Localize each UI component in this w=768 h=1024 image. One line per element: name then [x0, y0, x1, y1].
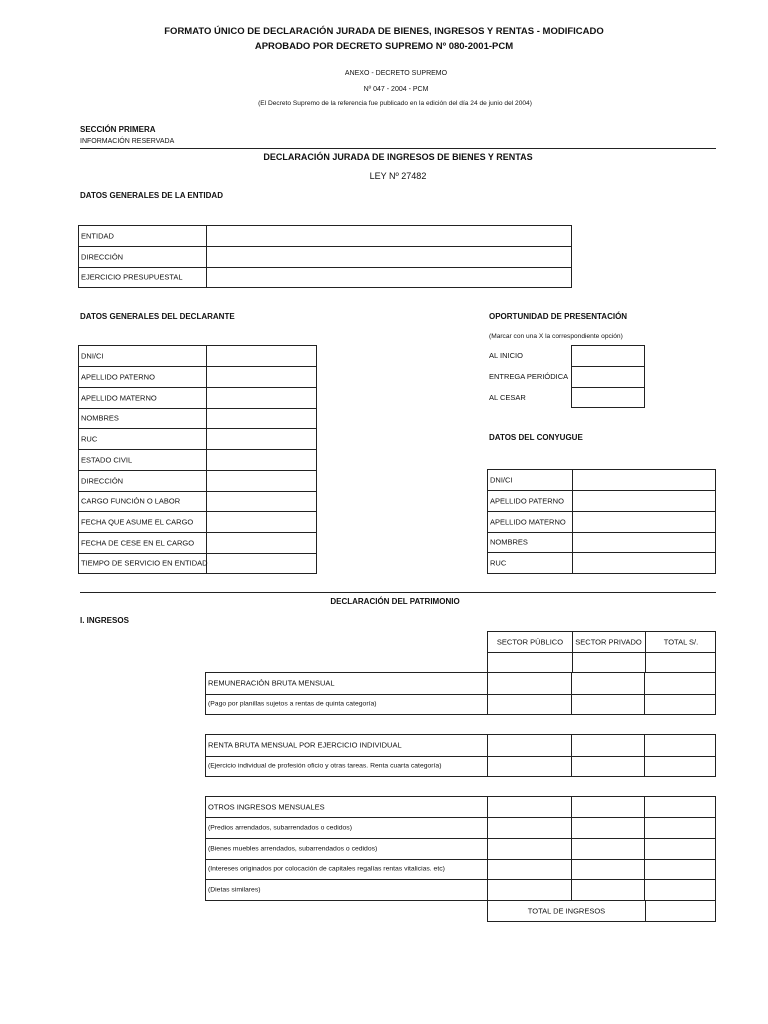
cargo-label: CARGO FUNCIÓN O LABOR — [81, 496, 181, 506]
total-header: TOTAL S/. — [663, 637, 699, 647]
remuneracion-block — [205, 672, 716, 715]
renta-note: (Ejercicio individual de profesión oficio y otras tareas. Renta cuarta categoría) — [208, 762, 442, 770]
entrega-periodica-label: ENTREGA PERIÓDICA — [489, 372, 569, 381]
decree-number: Nº 047 - 2004 - PCM — [363, 86, 429, 93]
form-title: DECLARACIÓN JURADA DE INGRESOS DE BIENES Y RENTAS — [263, 152, 533, 162]
law-number: LEY Nº 27482 — [369, 171, 427, 181]
conyugue-title: DATOS DEL CONYUGUE — [489, 433, 583, 442]
al-inicio-checkbox[interactable] — [572, 346, 644, 366]
conyugue-dni-label: DNI/CI — [490, 475, 513, 485]
estado-civil-label: ESTADO CIVIL — [81, 455, 133, 465]
total-ingresos-input[interactable] — [646, 901, 715, 921]
ejercicio-input[interactable] — [207, 268, 571, 288]
predios-note: (Predios arrendados, subarrendados o cedidos) — [208, 824, 352, 832]
intereses-note: (Intereses originados por colocación de capitales regalías rentas vitalicias. etc) — [208, 865, 445, 873]
entidad-input[interactable] — [207, 226, 571, 246]
bienes-muebles-note: (Bienes muebles arrendados, subarrendados o cedidos) — [208, 845, 378, 853]
ruc-label: RUC — [81, 434, 98, 444]
oportunidad-checkbox-column — [571, 345, 645, 408]
dietas-note: (Dietas similares) — [208, 886, 261, 894]
direccion-label: DIRECCIÓN — [81, 252, 124, 262]
entidad-table — [78, 225, 572, 288]
sector-privado-header: SECTOR PRIVADO — [575, 637, 642, 647]
renta-block — [205, 734, 716, 777]
section-primera-title: SECCIÓN PRIMERA — [80, 125, 156, 134]
direccion-input[interactable] — [207, 247, 571, 267]
document-title: FORMATO ÚNICO DE DECLARACIÓN JURADA DE BIENES, INGRESOS Y RENTAS - MODIFICADO — [164, 26, 604, 37]
conyugue-table — [487, 469, 716, 574]
fecha-asume-label: FECHA QUE ASUME EL CARGO — [81, 517, 194, 527]
renta-label: RENTA BRUTA MENSUAL POR EJERCICIO INDIVIDUAL — [208, 740, 402, 750]
total-ingresos-row — [487, 900, 716, 922]
apellido-materno-label: APELLIDO MATERNO — [81, 393, 157, 403]
remuneracion-note: (Pago por planillas sujetos a rentas de quinta categoría) — [208, 700, 377, 708]
total-ingresos-label: TOTAL DE INGRESOS — [527, 906, 606, 916]
al-cesar-checkbox[interactable] — [572, 388, 644, 408]
patrimonio-title: DECLARACIÓN DEL PATRIMONIO — [330, 597, 460, 606]
otros-ingresos-block — [205, 796, 716, 901]
section-divider — [80, 148, 716, 149]
remuneracion-label: REMUNERACIÓN BRUTA MENSUAL — [208, 678, 335, 688]
conyugue-apellido-paterno-label: APELLIDO PATERNO — [490, 496, 564, 506]
sector-publico-header: SECTOR PÚBLICO — [496, 637, 564, 647]
ingresos-header — [487, 631, 716, 673]
patrimonio-divider — [80, 592, 716, 593]
al-inicio-label: AL INICIO — [489, 351, 523, 360]
entidad-title: DATOS GENERALES DE LA ENTIDAD — [80, 191, 223, 200]
ingresos-title: I. INGRESOS — [80, 616, 129, 625]
decree-note: (El Decreto Supremo de la referencia fue publicado en la edición del día 24 de junio del 2004) — [258, 100, 532, 107]
otros-ingresos-label: OTROS INGRESOS MENSUALES — [208, 802, 325, 812]
apellido-paterno-label: APELLIDO PATERNO — [81, 372, 155, 382]
dni-label: DNI/CI — [81, 351, 104, 361]
declarante-table — [78, 345, 317, 574]
entidad-label: ENTIDAD — [81, 231, 114, 241]
declarante-title: DATOS GENERALES DEL DECLARANTE — [80, 312, 235, 321]
conyugue-nombres-label: NOMBRES — [490, 537, 528, 547]
anexo-label: ANEXO - DECRETO SUPREMO — [344, 70, 448, 77]
conyugue-apellido-materno-label: APELLIDO MATERNO — [490, 517, 566, 527]
document-subtitle: APROBADO POR DECRETO SUPREMO Nº 080-2001-PCM — [254, 41, 514, 52]
fecha-cese-label: FECHA DE CESE EN EL CARGO — [81, 538, 195, 548]
nombres-label: NOMBRES — [81, 413, 119, 423]
conyugue-ruc-label: RUC — [490, 558, 507, 568]
oportunidad-title: OPORTUNIDAD DE PRESENTACIÓN — [489, 312, 628, 321]
al-cesar-label: AL CESAR — [489, 393, 526, 402]
ejercicio-label: EJERCICIO PRESUPUESTAL — [81, 272, 183, 282]
section-primera-subtitle: INFORMACIÓN RESERVADA — [80, 138, 175, 145]
entrega-periodica-checkbox[interactable] — [572, 367, 644, 387]
oportunidad-instruction: (Marcar con una X la correspondiente opción) — [489, 333, 623, 340]
direccion-declarante-label: DIRECCIÓN — [81, 476, 124, 486]
tiempo-servicio-label: TIEMPO DE SERVICIO EN ENTIDAD — [81, 558, 208, 568]
